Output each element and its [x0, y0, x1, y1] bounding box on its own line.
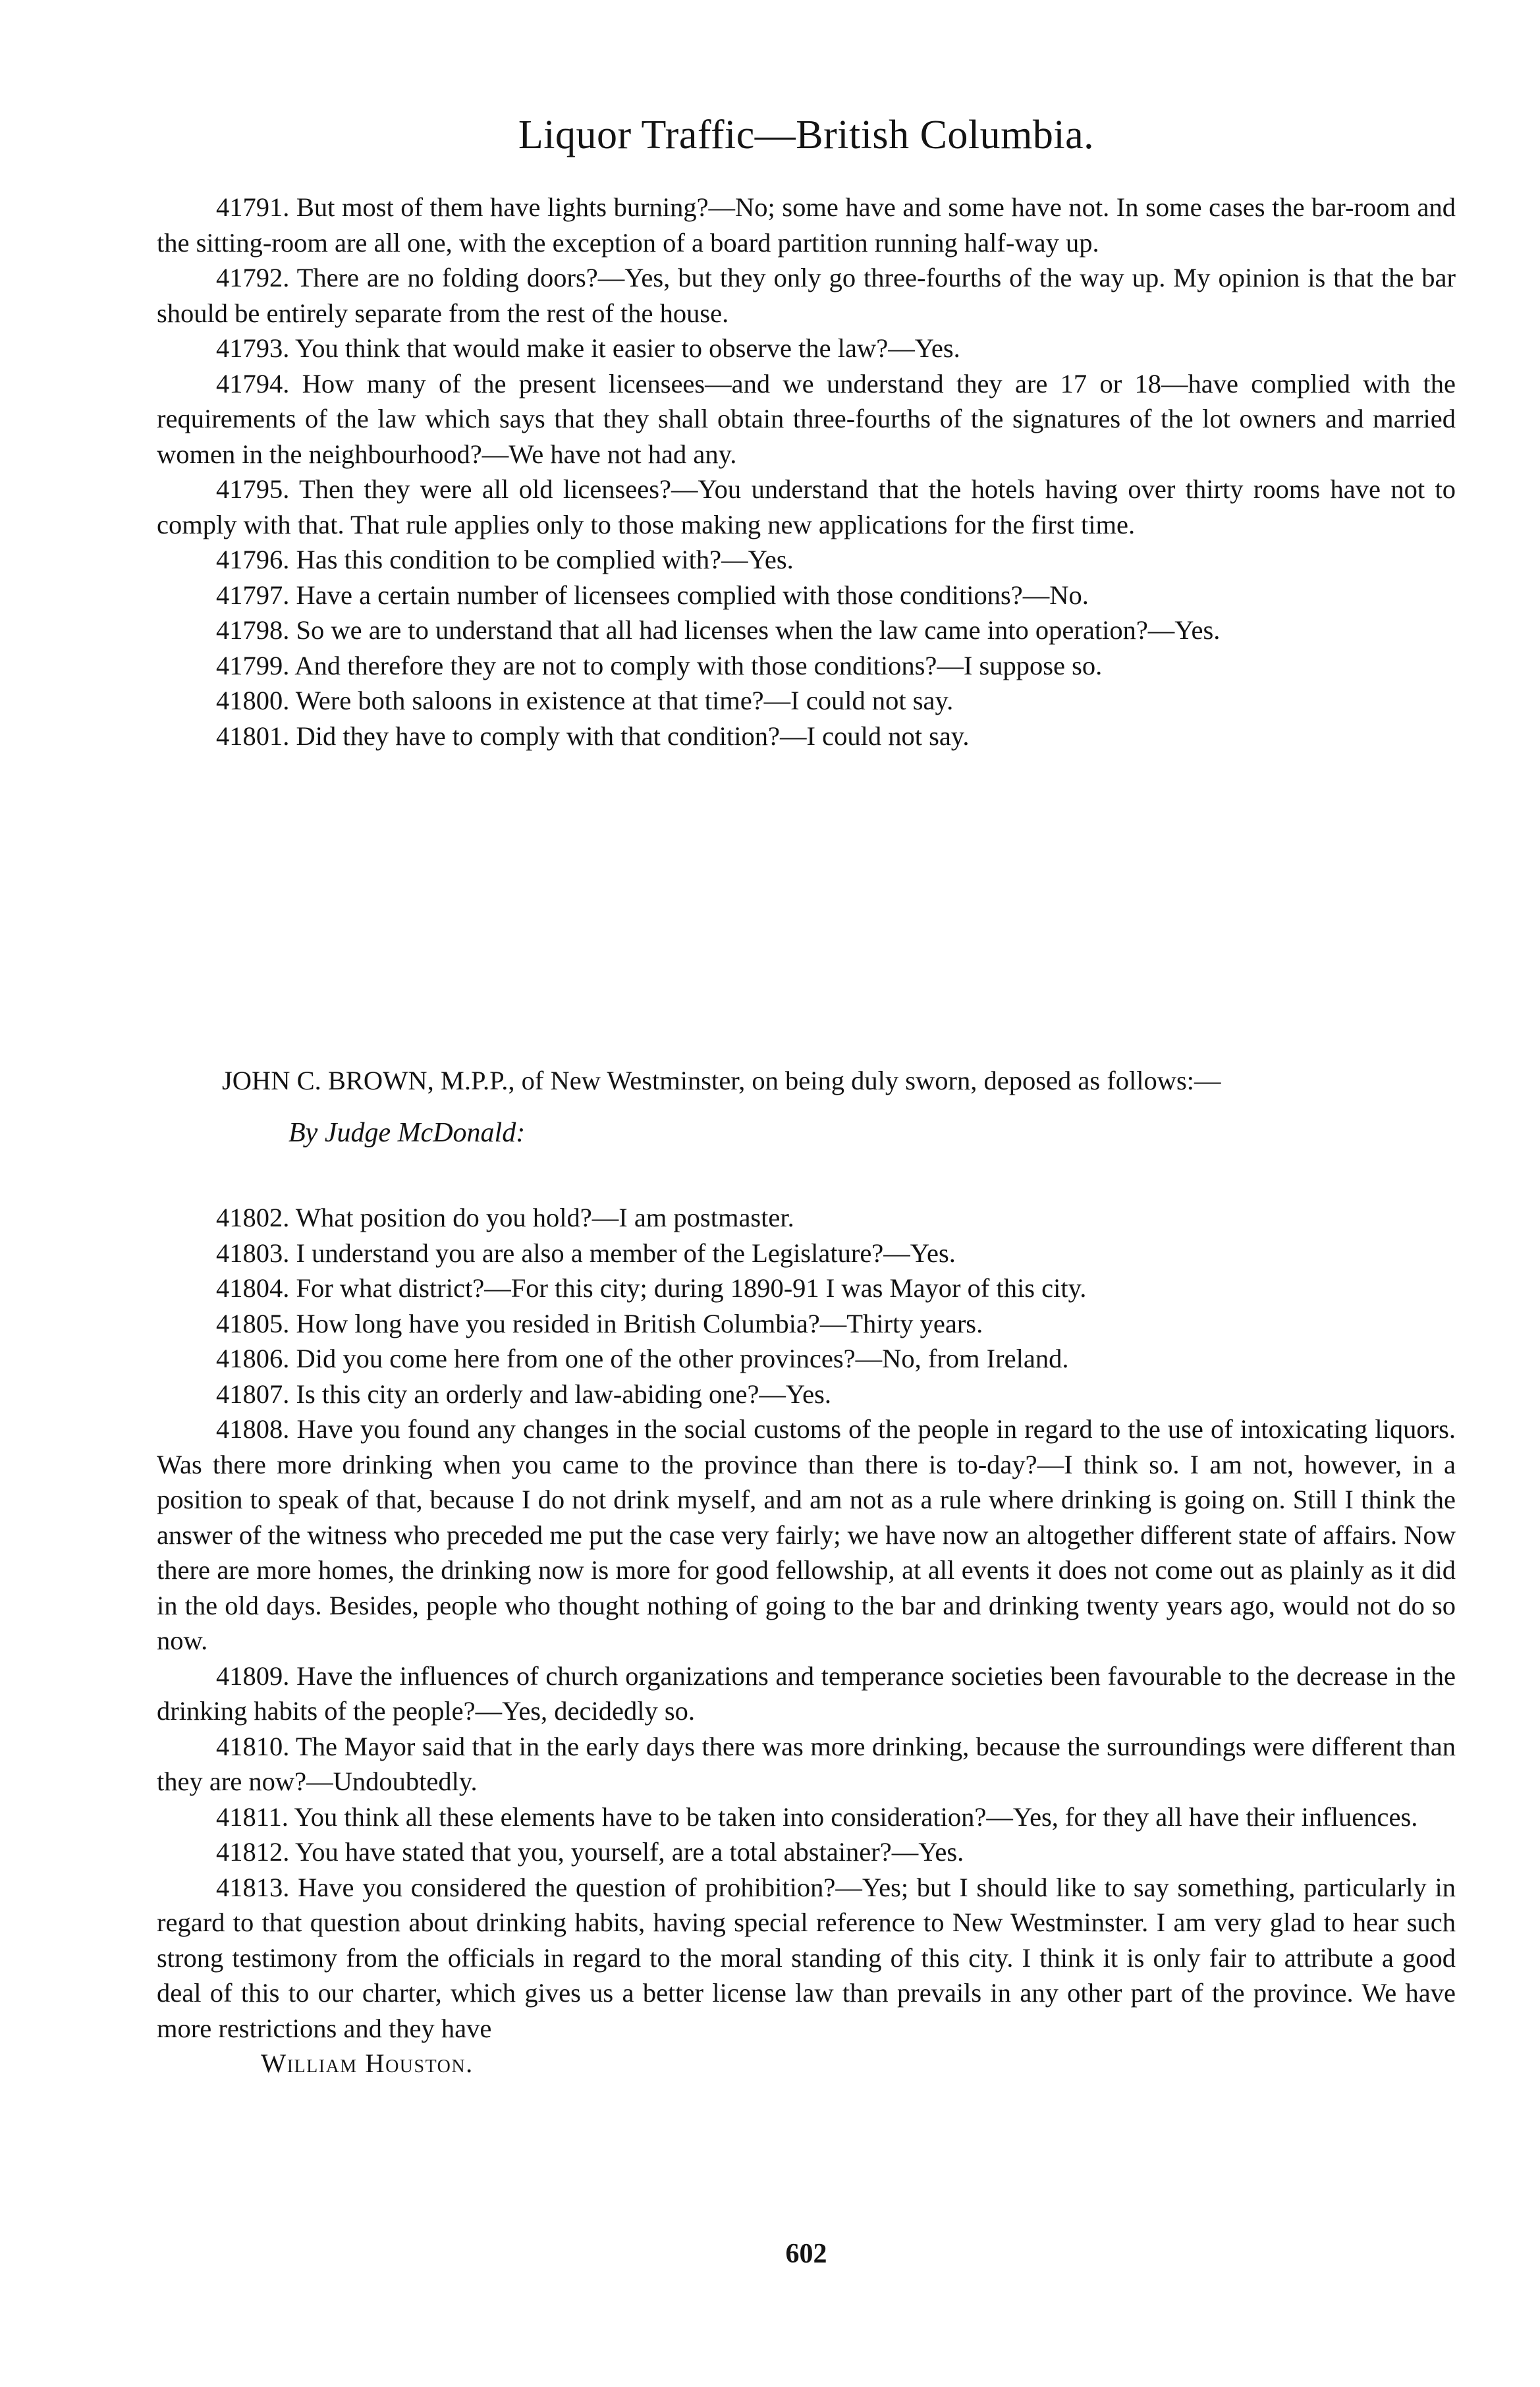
question-41807: 41807. Is this city an orderly and law-abiding one?—Yes. [216, 1379, 831, 1409]
question-41793: 41793. You think that would make it easier to observe the law?—Yes. [216, 333, 960, 363]
question-41797: 41797. Have a certain number of licensees complied with those conditions?—No. [216, 580, 1089, 610]
question-41801: 41801. Did they have to comply with that condition?—I could not say. [216, 721, 970, 751]
reporter-signature: William Houston. [261, 2048, 474, 2078]
question-41799: 41799. And therefore they are not to comply with those conditions?—I suppose so. [216, 650, 1103, 680]
question-41803: 41803. I understand you are also a member of the Legislature?—Yes. [216, 1238, 956, 1268]
question-41796: 41796. Has this condition to be complied with?—Yes. [216, 545, 794, 574]
question-41804: 41804. For what district?—For this city; during 1890-91 I was Mayor of this city. [216, 1273, 1087, 1303]
question-41791: 41791. But most of them have lights burning?—No; some have and some have not. In some cases the bar-room and the sitting-room are all one, with the exception of a board partition running half-way up. [157, 192, 1456, 258]
question-41812: 41812. You have stated that you, yourself, are a total abstainer?—Yes. [216, 1837, 964, 1867]
question-41794: 41794. How many of the present licensees—and we understand they are 17 or 18—have complied with the requirements of the law which says that they shall obtain three-fourths of the signatures of the lot owners and married women in the neighbourhood?—We have not had any. [157, 368, 1456, 469]
question-41809: 41809. Have the influences of church organizations and temperance societies been favourable to the decrease in the drinking habits of the people?—Yes, decidedly so. [157, 1660, 1456, 1726]
testimony-section-1 [157, 190, 1456, 754]
question-41805: 41805. How long have you resided in British Columbia?—Thirty years. [216, 1308, 983, 1338]
question-41792: 41792. There are no folding doors?—Yes, but they only go three-fourths of the way up. My opinion is that the bar should be entirely separate from the rest of the house. [157, 263, 1456, 328]
question-41795: 41795. Then they were all old licensees?—You understand that the hotels having over thirty rooms have not to comply with that. That rule applies only to those making new applications for the first time. [157, 474, 1456, 539]
question-41806: 41806. Did you come here from one of the other provinces?—No, from Ireland. [216, 1344, 1069, 1373]
question-41813: 41813. Have you considered the question of prohibition?—Yes; but I should like to say something, particularly in regard to that question about drinking habits, having special reference to New Westminster. I am very glad to hear such strong testimony from the officials in regard to the moral standing of this city. I think it is only fair to attribute a good deal of this to our charter, which gives us a better license law than prevails in any other part of the province. We have more restrictions and they have [157, 1872, 1456, 2043]
document-page [157, 0, 1456, 2387]
question-41808: 41808. Have you found any changes in the social customs of the people in regard to the use of intoxicating liquors. Was there more drinking when you came to the province than there is to-day?—I think so. I am not, however, in a position to speak of that, because I do not drink myself, and am not as a rule where drinking is going on. Still I think the answer of the witness who preceded me put the case very fairly; we have now an altogether different state of affairs. Now there are more homes, the drinking now is more for good fellowship, at all events it does not come out as plainly as it did in the old days. Besides, people who thought nothing of going to the bar and drinking twenty years ago, would not do so now. [157, 1414, 1456, 1655]
question-41810: 41810. The Mayor said that in the early days there was more drinking, because the surroundings were different than they are now?—Undoubtedly. [157, 1731, 1456, 1796]
testimony-section-2 [157, 1200, 1456, 2081]
question-41811: 41811. You think all these elements have to be taken into consideration?—Yes, for they all have their influences. [216, 1801, 1418, 1832]
question-41800: 41800. Were both saloons in existence at that time?—I could not say. [216, 686, 954, 715]
page-title: Liquor Traffic—British Columbia. [518, 113, 1095, 157]
examiner-byline: By Judge McDonald: [289, 1117, 526, 1148]
question-41802: 41802. What position do you hold?—I am postmaster. [216, 1203, 794, 1232]
witness-intro: JOHN C. BROWN, M.P.P., of New Westminster, on being duly sworn, deposed as follows:— [222, 1066, 1221, 1095]
page-number: 602 [785, 2239, 827, 2269]
question-41798: 41798. So we are to understand that all had licenses when the law came into operation?—Yes. [216, 615, 1221, 645]
witness-introduction [157, 1063, 1456, 1166]
